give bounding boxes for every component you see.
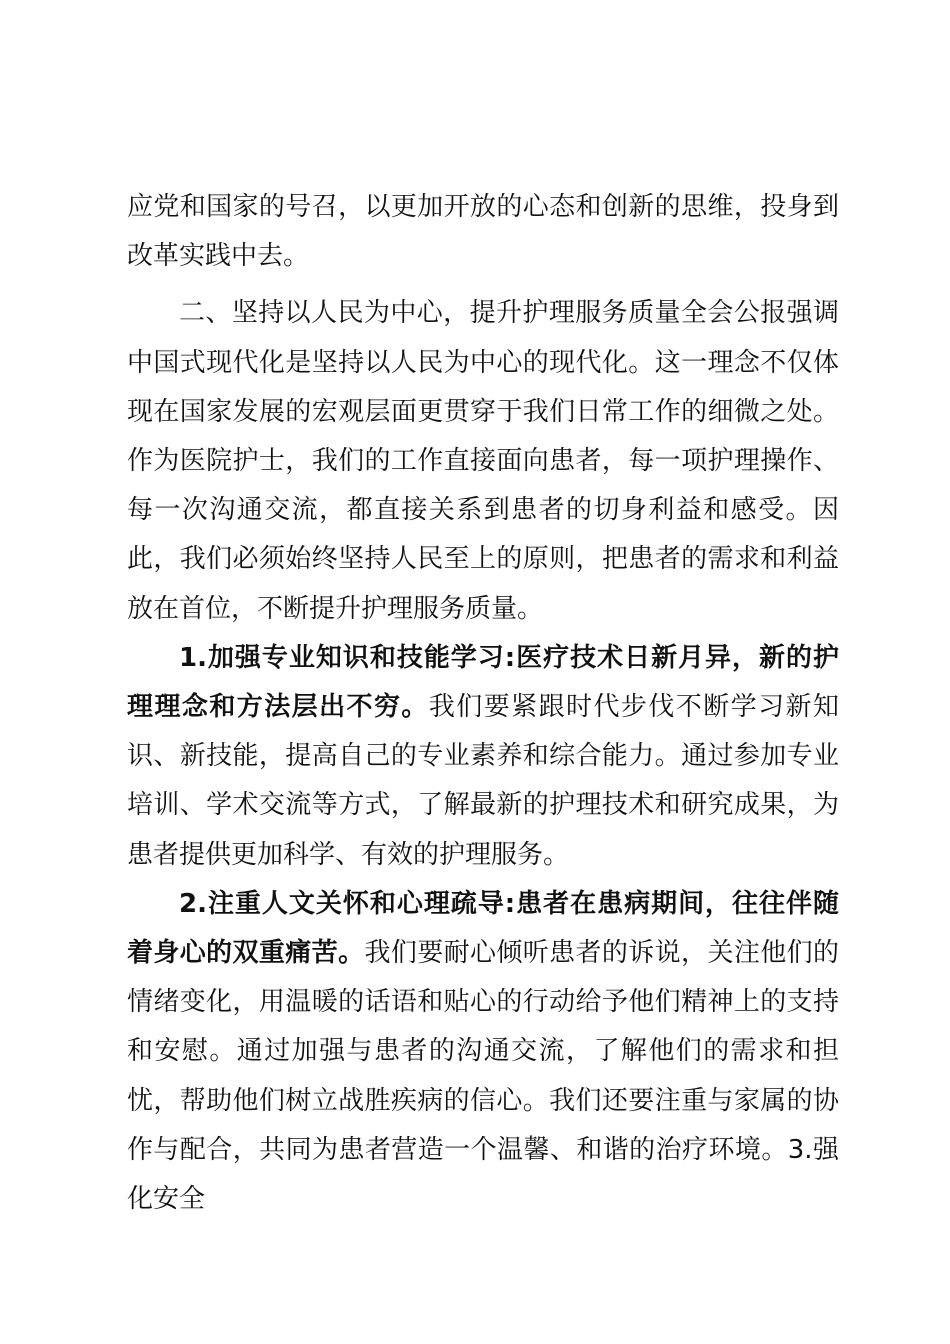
paragraph-item-one [127,634,839,880]
paragraph-item-two [127,880,839,1224]
paragraph-text: 我们要紧跟时代步伐不断学习新知识、新技能，提高自己的专业素养和综合能力。通过参加专业培训、学术交流等方式，了解最新的护理技术和研究成果，为患者提供更加科学、有效的护理服务。 [127,692,839,870]
paragraph-text: 应党和国家的号召，以更加开放的心态和创新的思维，投身到改革实践中去。 [127,192,839,272]
paragraph-section-two [127,289,839,633]
paragraph-text: 我们要耐心倾听患者的诉说，关注他们的情绪变化，用温暖的话语和贴心的行动给予他们精神上的支持和安慰。通过加强与患者的沟通交流，了解他们的需求和担忧，帮助他们树立战胜疾病的信心。我们还要注重与家属的协作与配合，共同为患者营造一个温馨、和谐的治疗环境。3.强化安全 [127,938,839,1215]
paragraph-text: 二、坚持以人民为中心，提升护理服务质量全会公报强调中国式现代化是坚持以人民为中心的现代化。这一理念不仅体现在国家发展的宏观层面更贯穿于我们日常工作的细微之处。作为医院护士，我们的工作直接面向患者，每一项护理操作、每一次沟通交流，都直接关系到患者的切身利益和感受。因此，我们必须始终坚持人民至上的原则，把患者的需求和利益放在首位，不断提升护理服务质量。 [127,298,839,624]
paragraph-lead: 2.注重人文关怀和心理疏导:患者在患病期间，往往伴随着身心的双重痛苦。 [127,888,839,969]
body-text [127,183,839,1224]
paragraph-lead: 1.加强专业知识和技能学习:医疗技术日新月异，新的护理理念和方法层出不穷。 [127,642,839,723]
paragraph-continuation [127,183,839,281]
